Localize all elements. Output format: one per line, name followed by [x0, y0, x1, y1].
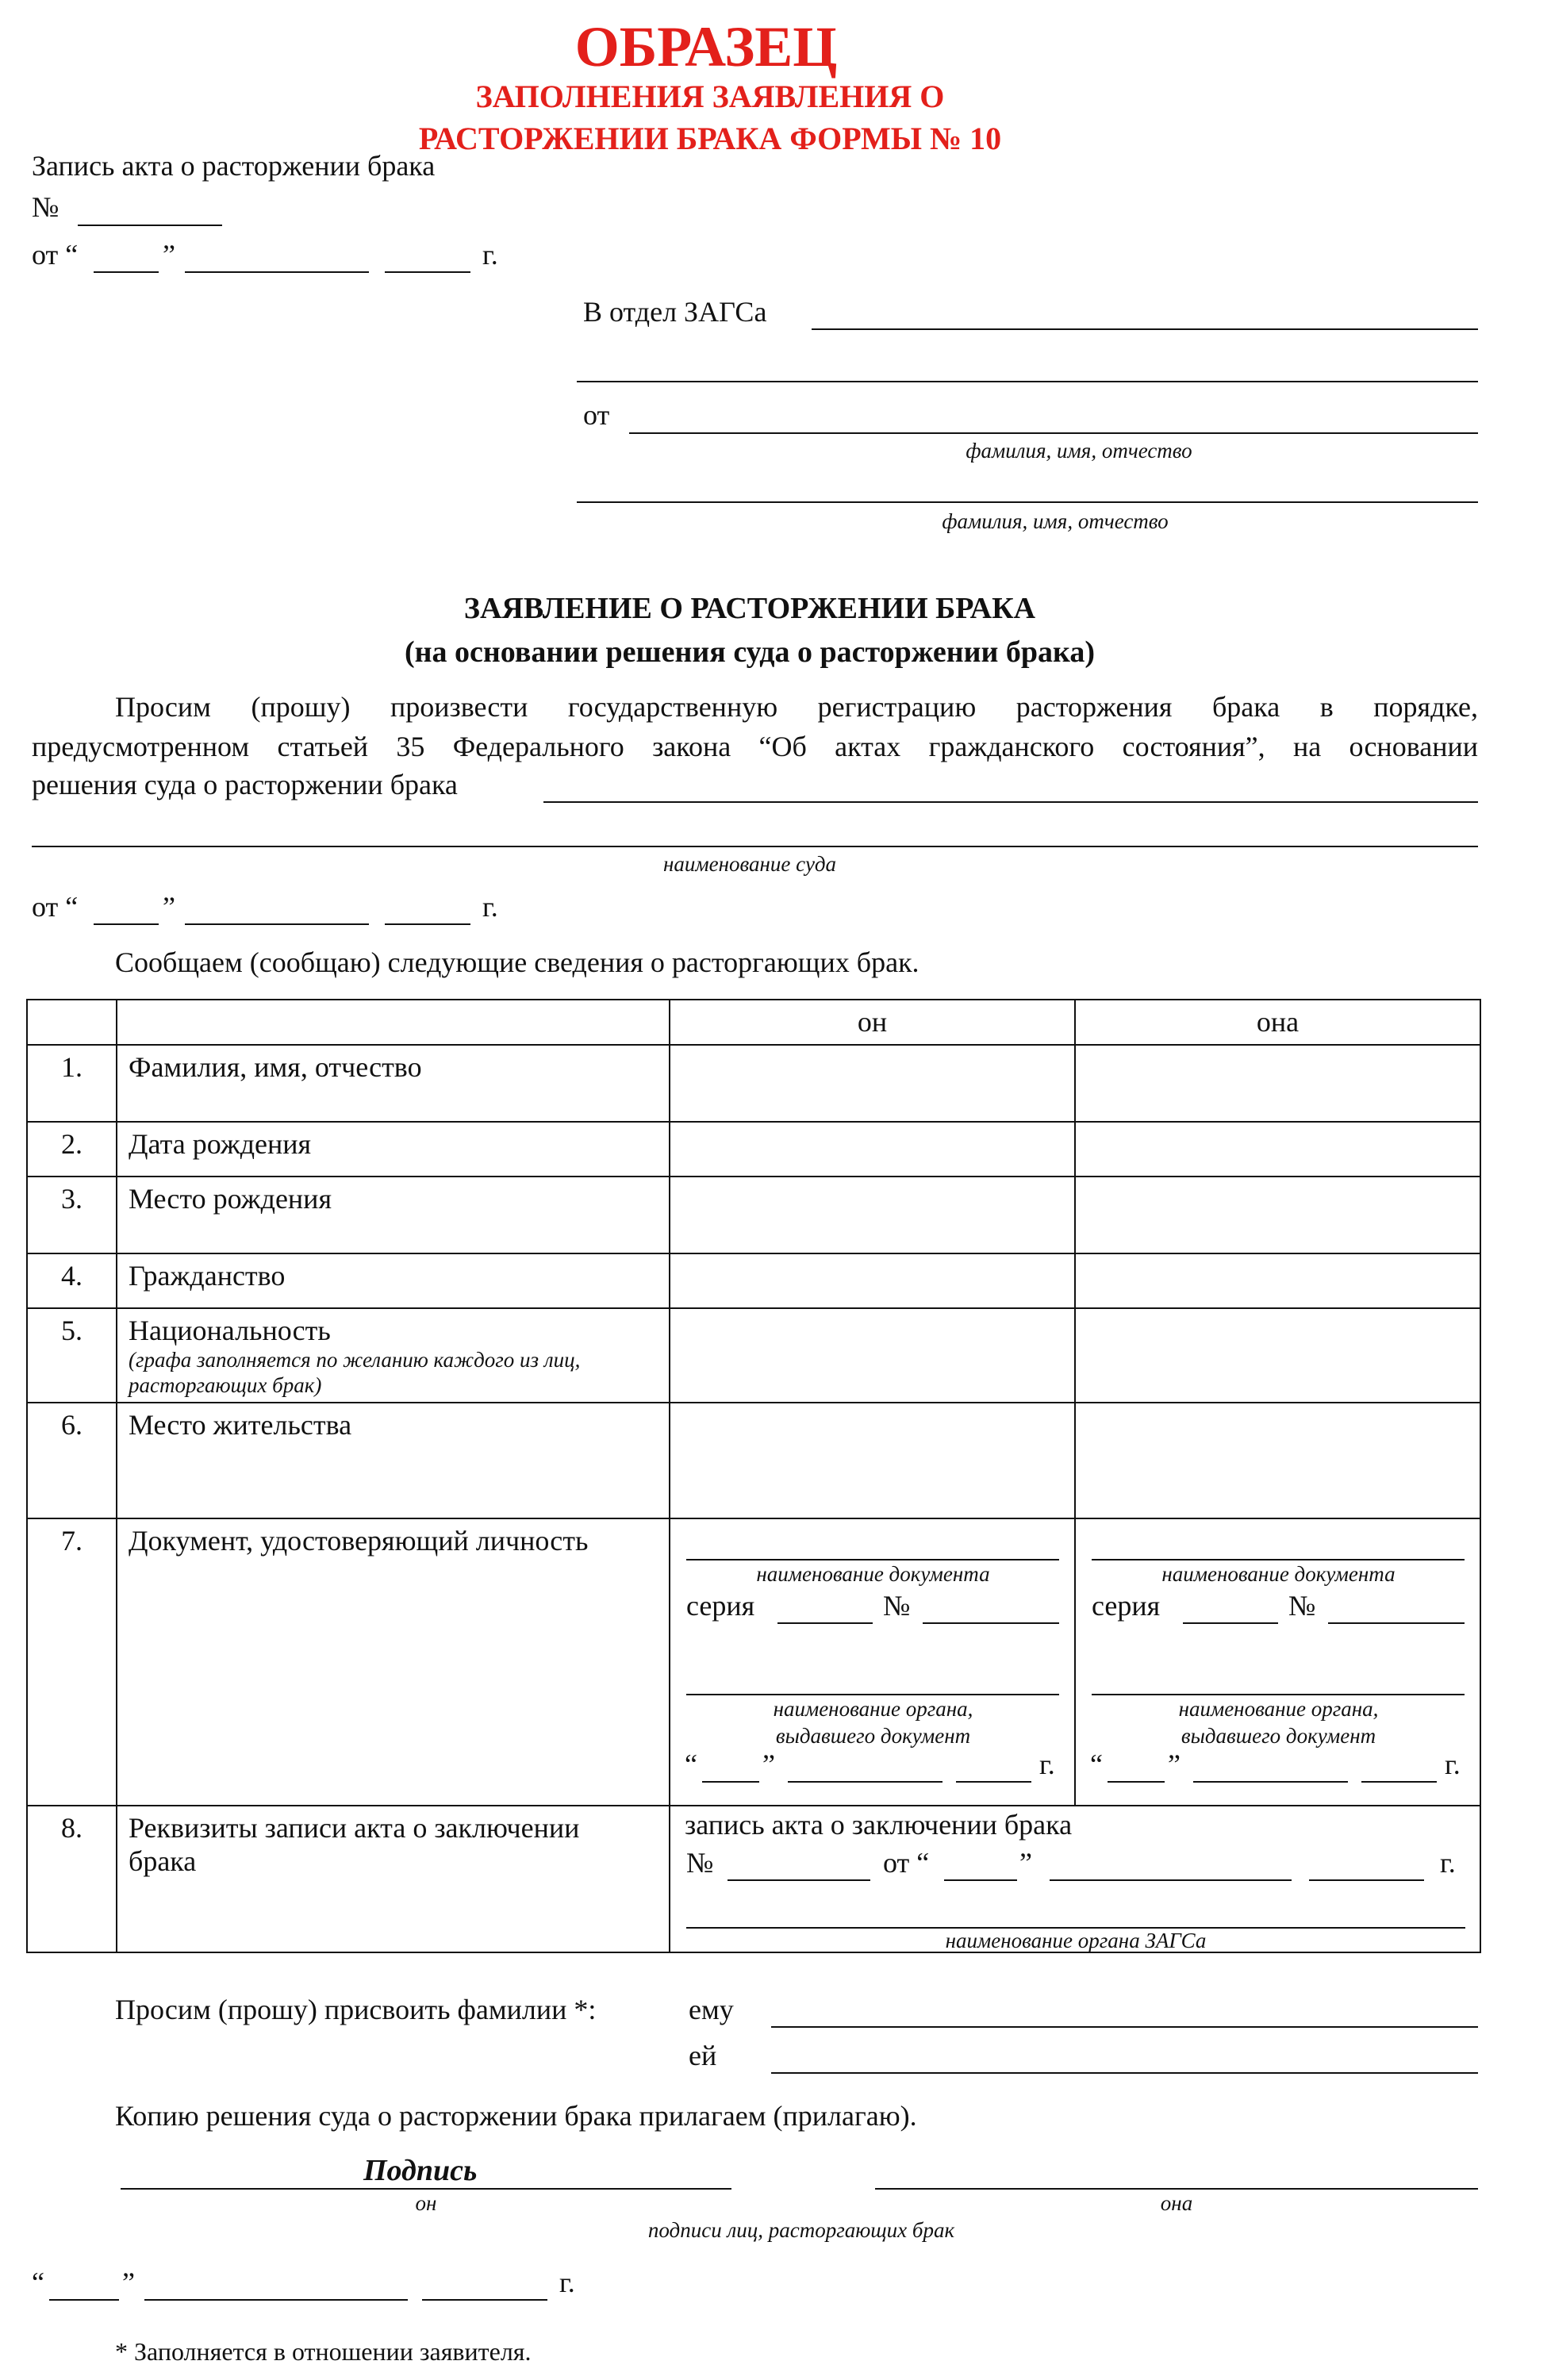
court-field[interactable] [543, 801, 1478, 803]
row-num: 3. [27, 1177, 117, 1253]
row-label: Национальность [129, 1315, 331, 1346]
sign-year-suffix: г. [559, 2267, 575, 2298]
she-doc-day-field[interactable] [1108, 1781, 1165, 1783]
row-label-nationality [117, 1308, 670, 1403]
doc-name-hint: наименование документа [1161, 1562, 1396, 1586]
table-row [27, 1308, 1480, 1403]
he-doc-day-field[interactable] [702, 1781, 759, 1783]
para-line2: предусмотренном статьей 35 Федерального закона “Об актах гражданского состояния”, на основании [32, 731, 1478, 762]
marriage-month-field[interactable] [1050, 1879, 1292, 1881]
he-fio-cell[interactable] [670, 1045, 1075, 1122]
surname-her-label: ей [689, 2040, 717, 2071]
surname-request: Просим (прошу) присвоить фамилии *: [115, 1994, 597, 2025]
he-document-cell [670, 1518, 1075, 1806]
row-num: 7. [27, 1518, 117, 1806]
footnote: * Заполняется в отношении заявителя. [115, 2337, 532, 2366]
court-date-from: от “ [32, 891, 79, 923]
court-day-field[interactable] [94, 923, 159, 925]
para-line3: решения суда о расторжении брака [32, 769, 458, 800]
she-issuer-field[interactable] [1092, 1694, 1465, 1695]
signature-she-hint: она [1160, 2191, 1193, 2215]
she-citizenship-cell[interactable] [1075, 1253, 1480, 1308]
attachment-note: Копию решения суда о расторжении брака прилагаем (прилагаю). [115, 2100, 917, 2132]
row-label: Реквизиты записи акта о заключении [129, 1812, 580, 1844]
quote-open: “ [685, 1749, 697, 1780]
signature-he-hint: он [415, 2191, 437, 2215]
marriage-record-label: запись акта о заключении брака [685, 1809, 1073, 1841]
surname-him-label: ему [689, 1994, 734, 2025]
doc-name-hint: наименование документа [756, 1562, 990, 1586]
she-doc-year-field[interactable] [1361, 1781, 1437, 1783]
record-number-field[interactable] [78, 225, 222, 226]
record-number-label: № [32, 191, 60, 223]
issuer-hint-2: выдавшего документ [1181, 1724, 1376, 1748]
sample-subtitle-line1: ЗАПОЛНЕНИЯ ЗАЯВЛЕНИЯ О [475, 79, 945, 114]
applicant-2-field[interactable] [577, 501, 1478, 503]
sample-subtitle-line2: РАСТОРЖЕНИИ БРАКА ФОРМЫ № 10 [418, 121, 1002, 156]
table-row [27, 1518, 1480, 1806]
from-label: от [583, 399, 610, 431]
row-label: Дата рождения [117, 1122, 670, 1177]
statement-title: ЗАЯВЛЕНИЕ О РАСТОРЖЕНИИ БРАКА [463, 592, 1036, 625]
sign-day-field[interactable] [49, 2299, 119, 2301]
number-label: № [883, 1590, 911, 1622]
she-birthplace-cell[interactable] [1075, 1177, 1480, 1253]
row-label: Гражданство [117, 1253, 670, 1308]
year-suffix: г. [1445, 1749, 1461, 1780]
table-row [27, 1177, 1480, 1253]
row-num: 4. [27, 1253, 117, 1308]
issuer-hint-1: наименование органа, [773, 1697, 973, 1721]
she-doc-name-field[interactable] [1092, 1559, 1465, 1560]
record-date-from: от “ [32, 239, 79, 271]
table-row [27, 1806, 1480, 1952]
she-residence-cell[interactable] [1075, 1403, 1480, 1518]
statement-subtitle: (на основании решения суда о расторжении брака) [404, 635, 1096, 669]
she-signature-field[interactable] [875, 2188, 1478, 2190]
record-year-field[interactable] [385, 271, 470, 273]
zags-field[interactable] [812, 328, 1478, 330]
row-num: 5. [27, 1308, 117, 1403]
he-doc-year-field[interactable] [956, 1781, 1031, 1783]
quote-open: “ [1090, 1749, 1103, 1780]
table-row [27, 1403, 1480, 1518]
row-num: 8. [27, 1806, 117, 1952]
he-residence-cell[interactable] [670, 1403, 1075, 1518]
he-signature-field[interactable] [121, 2188, 731, 2190]
marriage-year-suffix: г. [1440, 1847, 1456, 1879]
record-quote-close: ” [163, 239, 175, 271]
court-year-suffix: г. [482, 891, 498, 923]
row-num: 6. [27, 1403, 117, 1518]
marriage-from-label: от “ [883, 1847, 930, 1879]
number-label: № [1288, 1590, 1316, 1622]
fio-hint-1: фамилия, имя, отчество [966, 439, 1192, 463]
zags-label: В отдел ЗАГСа [583, 296, 767, 328]
sign-month-field[interactable] [144, 2299, 408, 2301]
he-doc-name-field[interactable] [686, 1559, 1059, 1560]
issuer-hint-1: наименование органа, [1178, 1697, 1379, 1721]
fio-hint-2: фамилия, имя, отчество [942, 509, 1169, 533]
info-table [26, 999, 1481, 1953]
she-docnum-field[interactable] [1328, 1622, 1465, 1624]
row-num: 2. [27, 1122, 117, 1177]
marriage-record-cell [670, 1806, 1480, 1952]
she-fio-cell[interactable] [1075, 1045, 1480, 1122]
record-day-field[interactable] [94, 271, 159, 273]
he-doc-month-field[interactable] [788, 1781, 943, 1783]
row-label-marriage [117, 1806, 670, 1952]
he-series-field[interactable] [777, 1622, 873, 1624]
she-document-cell [1075, 1518, 1480, 1806]
he-docnum-field[interactable] [923, 1622, 1059, 1624]
she-nationality-cell[interactable] [1075, 1308, 1480, 1403]
court-quote-close: ” [163, 891, 175, 923]
year-suffix: г. [1039, 1749, 1055, 1780]
header-num-cell [27, 1000, 117, 1045]
series-label: серия [686, 1590, 755, 1622]
quote-close: ” [1168, 1749, 1181, 1780]
court-hint: наименование суда [662, 852, 837, 876]
record-month-field[interactable] [185, 271, 369, 273]
she-birthdate-cell[interactable] [1075, 1122, 1480, 1177]
table-header-row [27, 1000, 1480, 1045]
row-label: Документ, удостоверяющий личность [117, 1518, 670, 1806]
header-he: он [670, 1000, 1075, 1045]
surname-him-field[interactable] [771, 2026, 1478, 2028]
table-row [27, 1122, 1480, 1177]
sign-year-field[interactable] [422, 2299, 547, 2301]
header-she: она [1075, 1000, 1480, 1045]
surname-her-field[interactable] [771, 2072, 1478, 2074]
row-label: брака [129, 1845, 197, 1877]
sign-date-quote-close: ” [122, 2267, 135, 2298]
table-row [27, 1253, 1480, 1308]
he-birthplace-cell[interactable] [670, 1177, 1075, 1253]
he-citizenship-cell[interactable] [670, 1253, 1075, 1308]
row-num: 1. [27, 1045, 117, 1122]
he-birthdate-cell[interactable] [670, 1122, 1075, 1177]
quote-close: ” [762, 1749, 775, 1780]
zags-hint: наименование органа ЗАГСа [945, 1929, 1207, 1952]
para-line1: Просим (прошу) произвести государственную регистрацию расторжения брака в порядке, [115, 691, 1478, 723]
info-intro: Сообщаем (сообщаю) следующие сведения о расторгающих брак. [115, 946, 919, 978]
signature-mark: Подпись [363, 2154, 478, 2187]
court-year-field[interactable] [385, 923, 470, 925]
sign-date-quote-open: “ [32, 2267, 44, 2298]
marriage-number-label: № [686, 1847, 714, 1879]
table-row [27, 1045, 1480, 1122]
header-label-cell [117, 1000, 670, 1045]
sample-title: ОБРАЗЕЦ [574, 15, 838, 79]
record-year-suffix: г. [482, 239, 498, 271]
nationality-note: (графа заполняется по желанию каждого из лиц, расторгающих брак) [129, 1348, 581, 1397]
applicant-1-field[interactable] [629, 432, 1478, 434]
marriage-quote-close: ” [1019, 1847, 1032, 1879]
marriage-year-field[interactable] [1309, 1879, 1424, 1881]
he-issuer-field[interactable] [686, 1694, 1059, 1695]
row-label: Фамилия, имя, отчество [117, 1045, 670, 1122]
court-month-field[interactable] [185, 923, 369, 925]
she-doc-month-field[interactable] [1193, 1781, 1348, 1783]
signature-caption: подписи лиц, расторгающих брак [647, 2218, 955, 2242]
marriage-number-field[interactable] [728, 1879, 870, 1881]
issuer-hint-2: выдавшего документ [775, 1724, 971, 1748]
court-field-2[interactable] [32, 846, 1478, 847]
record-title: Запись акта о расторжении брака [32, 150, 436, 182]
she-series-field[interactable] [1183, 1622, 1278, 1624]
zags-field-2[interactable] [577, 381, 1478, 382]
he-nationality-cell[interactable] [670, 1308, 1075, 1403]
marriage-day-field[interactable] [944, 1879, 1017, 1881]
series-label: серия [1092, 1590, 1161, 1622]
row-label: Место жительства [117, 1403, 670, 1518]
row-label: Место рождения [117, 1177, 670, 1253]
